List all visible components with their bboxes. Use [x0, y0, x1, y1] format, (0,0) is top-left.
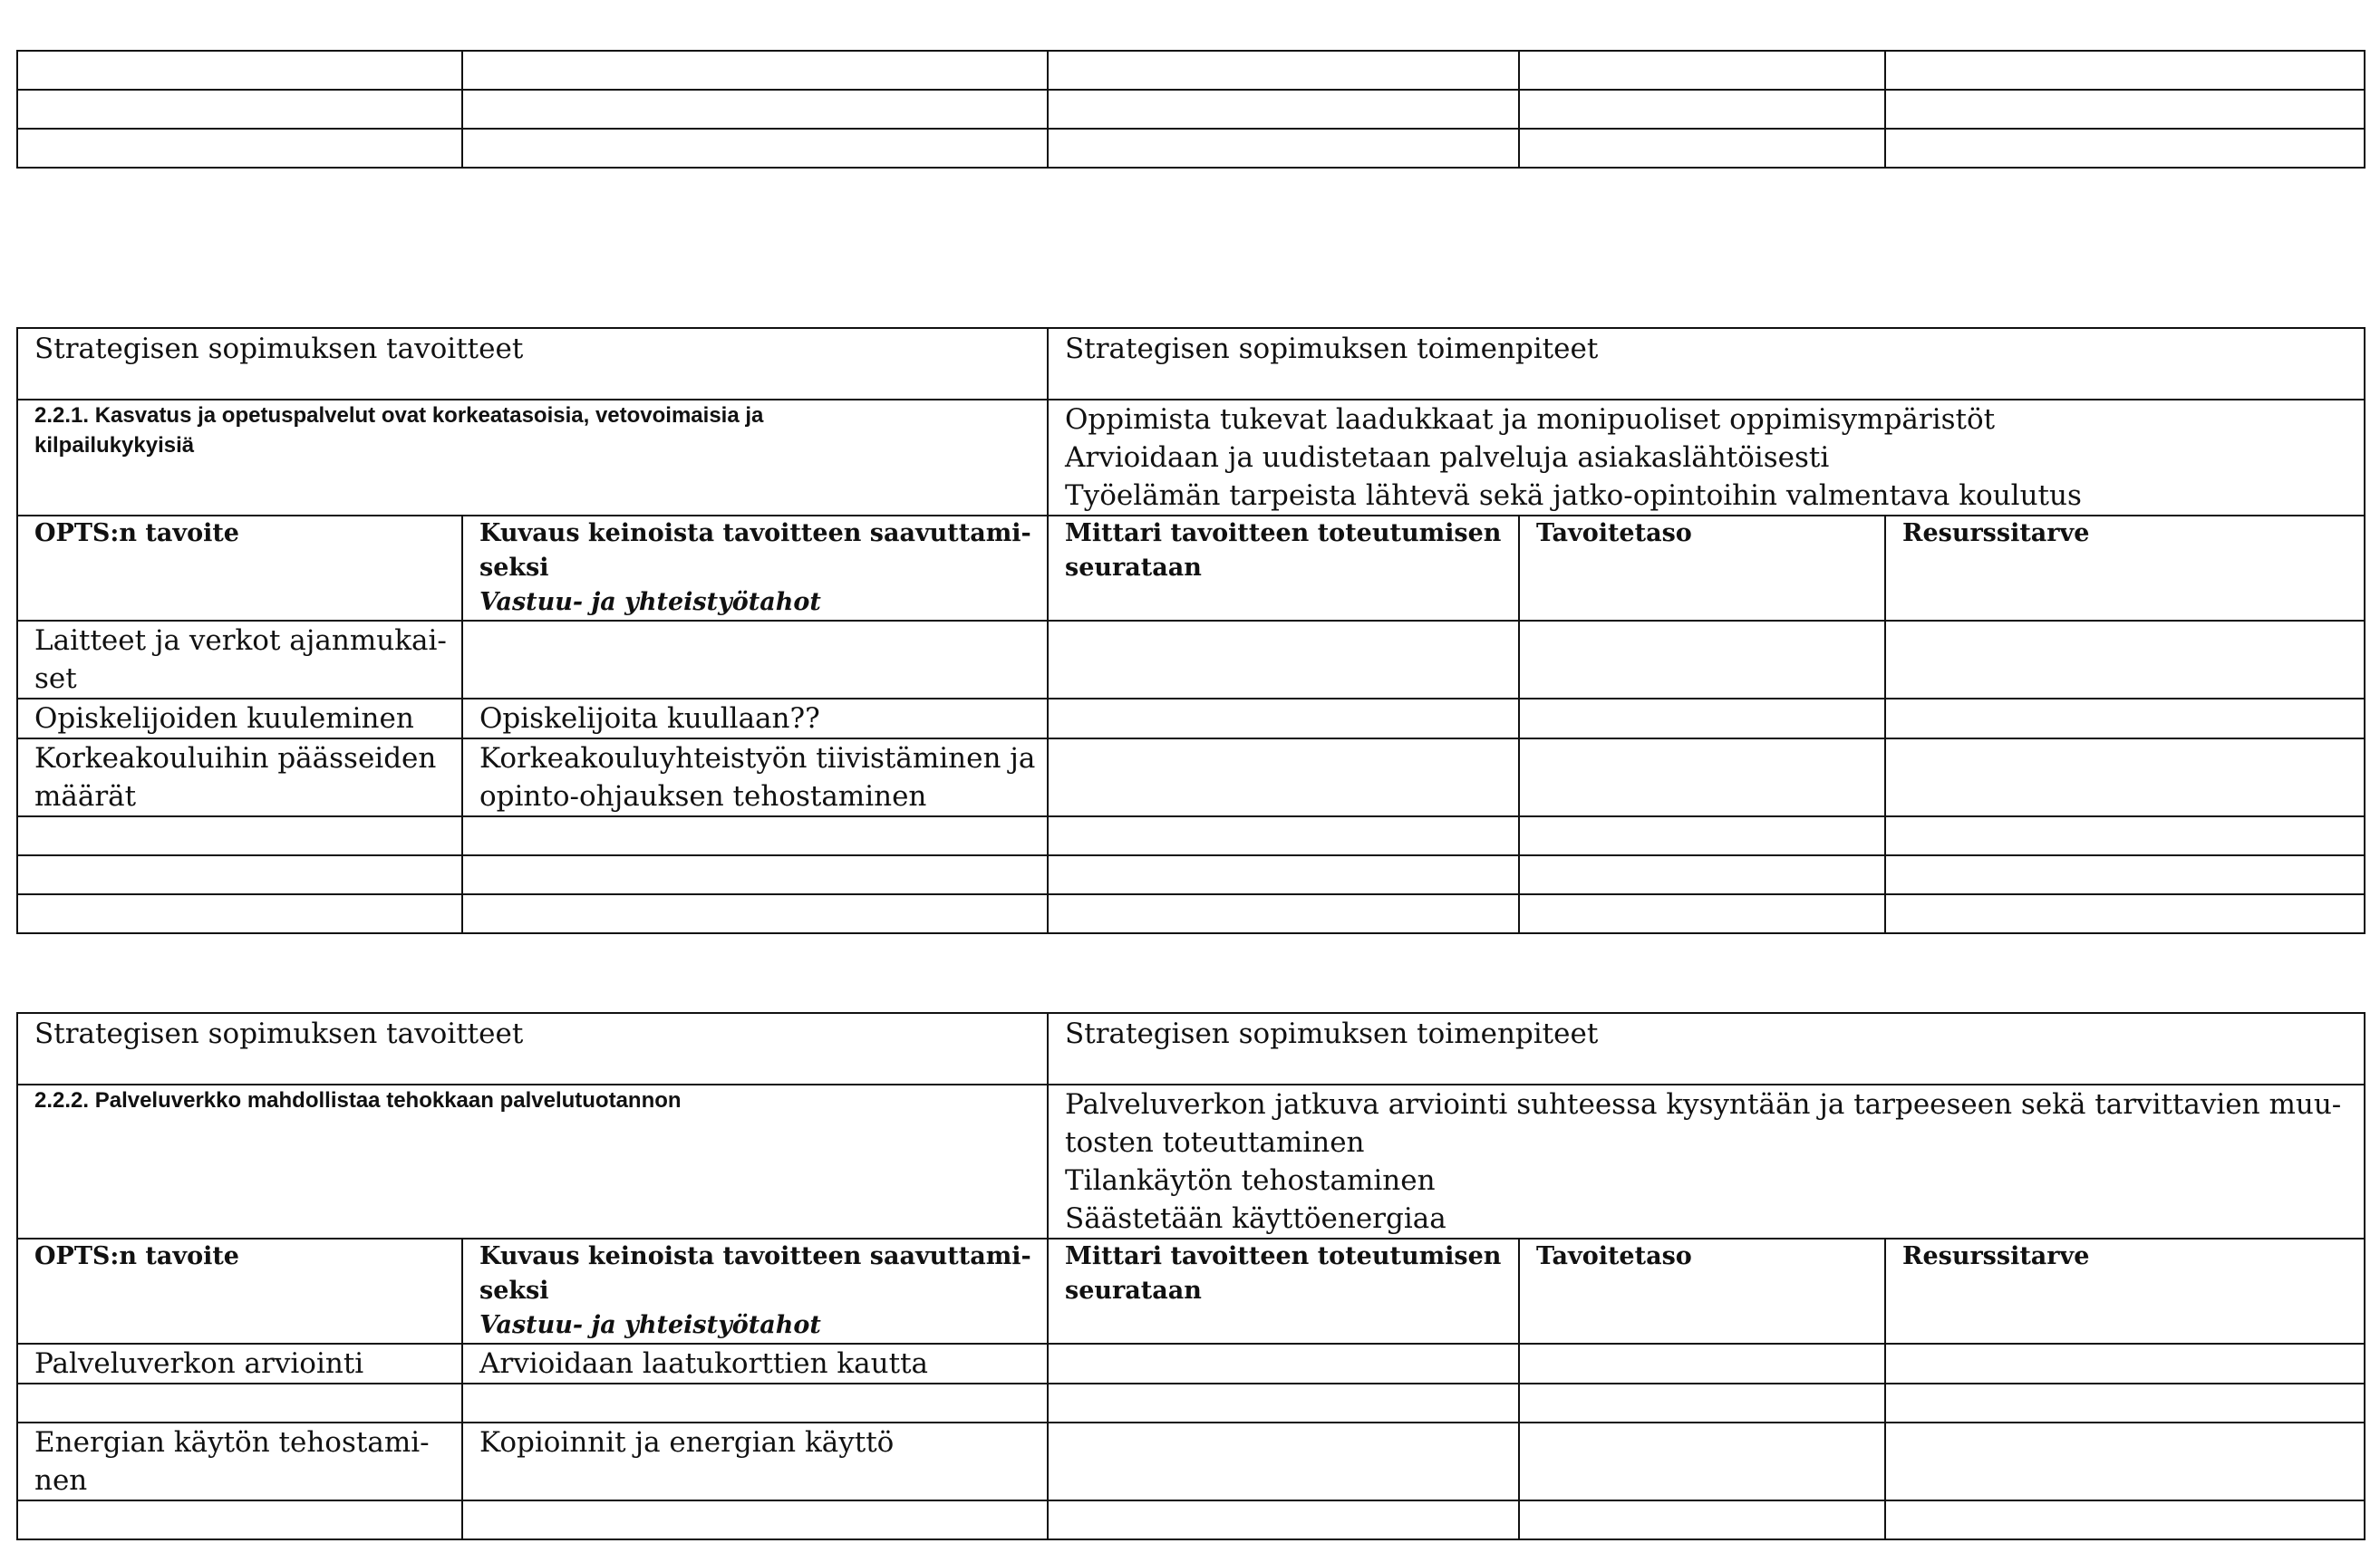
table-cell [462, 129, 1048, 168]
col-header-description: Kuvaus keinoista tavoitteen saavuttami- seksi Vastuu- ja yhteistyötahot [462, 1239, 1048, 1344]
goals-header: Strategisen sopimuksen tavoitteet [17, 328, 1048, 400]
table-cell [1519, 621, 1885, 699]
table-row [17, 699, 2365, 738]
table-cell [1519, 738, 1885, 816]
top-table [16, 50, 2365, 169]
col-header-metric: Mittari tavoitteen toteutumisen seurataan [1048, 516, 1519, 621]
table-cell [1048, 894, 1519, 933]
table-cell [1519, 129, 1885, 168]
description-cell: Opiskelijoita kuullaan?? [462, 699, 1048, 738]
table-cell [1885, 816, 2365, 855]
description-cell: Arvioidaan laatukorttien kautta [462, 1344, 1048, 1384]
table-cell [1048, 90, 1519, 129]
table-cell [1885, 1423, 2365, 1500]
col-header-opts-goal: OPTS:n tavoite [17, 516, 462, 621]
table-cell [1519, 1500, 1885, 1539]
section1-header-row [17, 328, 2365, 400]
table-cell [1048, 129, 1519, 168]
table-row [17, 894, 2365, 933]
table-cell [1048, 51, 1519, 90]
section2-goal-row [17, 1085, 2365, 1239]
opts-goal-cell: Laitteet ja verkot ajanmukai- set [17, 621, 462, 699]
table-cell [462, 1384, 1048, 1423]
table-cell [1048, 855, 1519, 894]
section2-table [16, 1012, 2365, 1540]
table-row [17, 1423, 2365, 1500]
col-header-target-level: Tavoitetaso [1519, 516, 1885, 621]
action-item: tosten toteuttaminen [1065, 1126, 1365, 1159]
description-cell: Kopioinnit ja energian käyttö [462, 1423, 1048, 1500]
table-cell [1885, 894, 2365, 933]
table-row [17, 738, 2365, 816]
col-header-opts-goal: OPTS:n tavoite [17, 1239, 462, 1344]
table-cell [462, 51, 1048, 90]
action-item: Oppimista tukevat laadukkaat ja monipuoliset oppimisympäristöt [1065, 403, 1996, 436]
opts-goal-cell: Korkeakouluihin päässeiden määrät [17, 738, 462, 816]
column-header-row [17, 516, 2365, 621]
goal-title: 2.2.1. Kasvatus ja opetuspalvelut ovat korkeatasoisia, vetovoimaisia ja kilpailukykyisiä [17, 400, 1048, 516]
section1-table [16, 327, 2365, 934]
actions-list [1048, 1085, 2365, 1239]
description-cell [462, 621, 1048, 699]
table-cell [1885, 51, 2365, 90]
table-cell [1519, 1423, 1885, 1500]
section1-goal-row [17, 400, 2365, 516]
table-cell [1519, 816, 1885, 855]
actions-header: Strategisen sopimuksen toimenpiteet [1048, 1013, 2365, 1085]
action-item: Säästetään käyttöenergiaa [1065, 1202, 1446, 1235]
table-cell [1519, 699, 1885, 738]
table-row [17, 816, 2365, 855]
actions-list [1048, 400, 2365, 516]
table-cell [17, 816, 462, 855]
column-header-row [17, 1239, 2365, 1344]
table-cell [17, 855, 462, 894]
table-cell [1048, 738, 1519, 816]
table-cell [1885, 621, 2365, 699]
table-cell [17, 894, 462, 933]
table-cell [17, 129, 462, 168]
col-header-description: Kuvaus keinoista tavoitteen saavuttami- seksi Vastuu- ja yhteistyötahot [462, 516, 1048, 621]
table-cell [1048, 816, 1519, 855]
table-cell [1048, 699, 1519, 738]
table-cell [1519, 1344, 1885, 1384]
table-cell [1885, 1500, 2365, 1539]
table-cell [1885, 90, 2365, 129]
table-row [17, 51, 2365, 90]
table-cell [1885, 1344, 2365, 1384]
table-cell [1048, 1500, 1519, 1539]
table-cell [1519, 894, 1885, 933]
action-item: Palveluverkon jatkuva arviointi suhteessa kysyntään ja tarpeeseen sekä tarvittavien muu- [1065, 1088, 2342, 1121]
table-cell [17, 90, 462, 129]
description-cell: Korkeakouluyhteistyön tiivistäminen ja opinto-ohjauksen tehostaminen [462, 738, 1048, 816]
table-cell [1519, 51, 1885, 90]
table-cell [1048, 1344, 1519, 1384]
table-cell [462, 816, 1048, 855]
actions-header: Strategisen sopimuksen toimenpiteet [1048, 328, 2365, 400]
table-cell [1519, 855, 1885, 894]
col-header-resources: Resurssitarve [1885, 1239, 2365, 1344]
table-cell [1885, 699, 2365, 738]
goal-title: 2.2.2. Palveluverkko mahdollistaa tehokkaan palvelutuotannon [17, 1085, 1048, 1239]
table-cell [1048, 1423, 1519, 1500]
table-row [17, 90, 2365, 129]
action-item: Arvioidaan ja uudistetaan palveluja asiakaslähtöisesti [1065, 441, 1830, 474]
goals-header: Strategisen sopimuksen tavoitteet [17, 1013, 1048, 1085]
table-cell [462, 90, 1048, 129]
table-row [17, 855, 2365, 894]
table-cell [1885, 738, 2365, 816]
table-row [17, 129, 2365, 168]
table-cell [1519, 1384, 1885, 1423]
table-cell [1048, 621, 1519, 699]
opts-goal-cell: Energian käytön tehostami- nen [17, 1423, 462, 1500]
table-cell [1048, 1384, 1519, 1423]
table-cell [17, 1384, 462, 1423]
col-header-metric: Mittari tavoitteen toteutumisen seurataan [1048, 1239, 1519, 1344]
table-cell [462, 855, 1048, 894]
table-cell [462, 1500, 1048, 1539]
action-item: Tilankäytön tehostaminen [1065, 1164, 1436, 1197]
table-row [17, 1500, 2365, 1539]
section2-header-row [17, 1013, 2365, 1085]
table-cell [1885, 1384, 2365, 1423]
table-row [17, 1344, 2365, 1384]
table-cell [1519, 90, 1885, 129]
col-header-resources: Resurssitarve [1885, 516, 2365, 621]
opts-goal-cell: Opiskelijoiden kuuleminen [17, 699, 462, 738]
table-row [17, 621, 2365, 699]
table-cell [17, 1500, 462, 1539]
col-header-target-level: Tavoitetaso [1519, 1239, 1885, 1344]
table-row [17, 1384, 2365, 1423]
table-cell [1885, 855, 2365, 894]
table-cell [17, 51, 462, 90]
action-item: Työelämän tarpeista lähtevä sekä jatko-opintoihin valmentava koulutus [1065, 479, 2082, 512]
table-cell [1885, 129, 2365, 168]
table-cell [462, 894, 1048, 933]
opts-goal-cell: Palveluverkon arviointi [17, 1344, 462, 1384]
